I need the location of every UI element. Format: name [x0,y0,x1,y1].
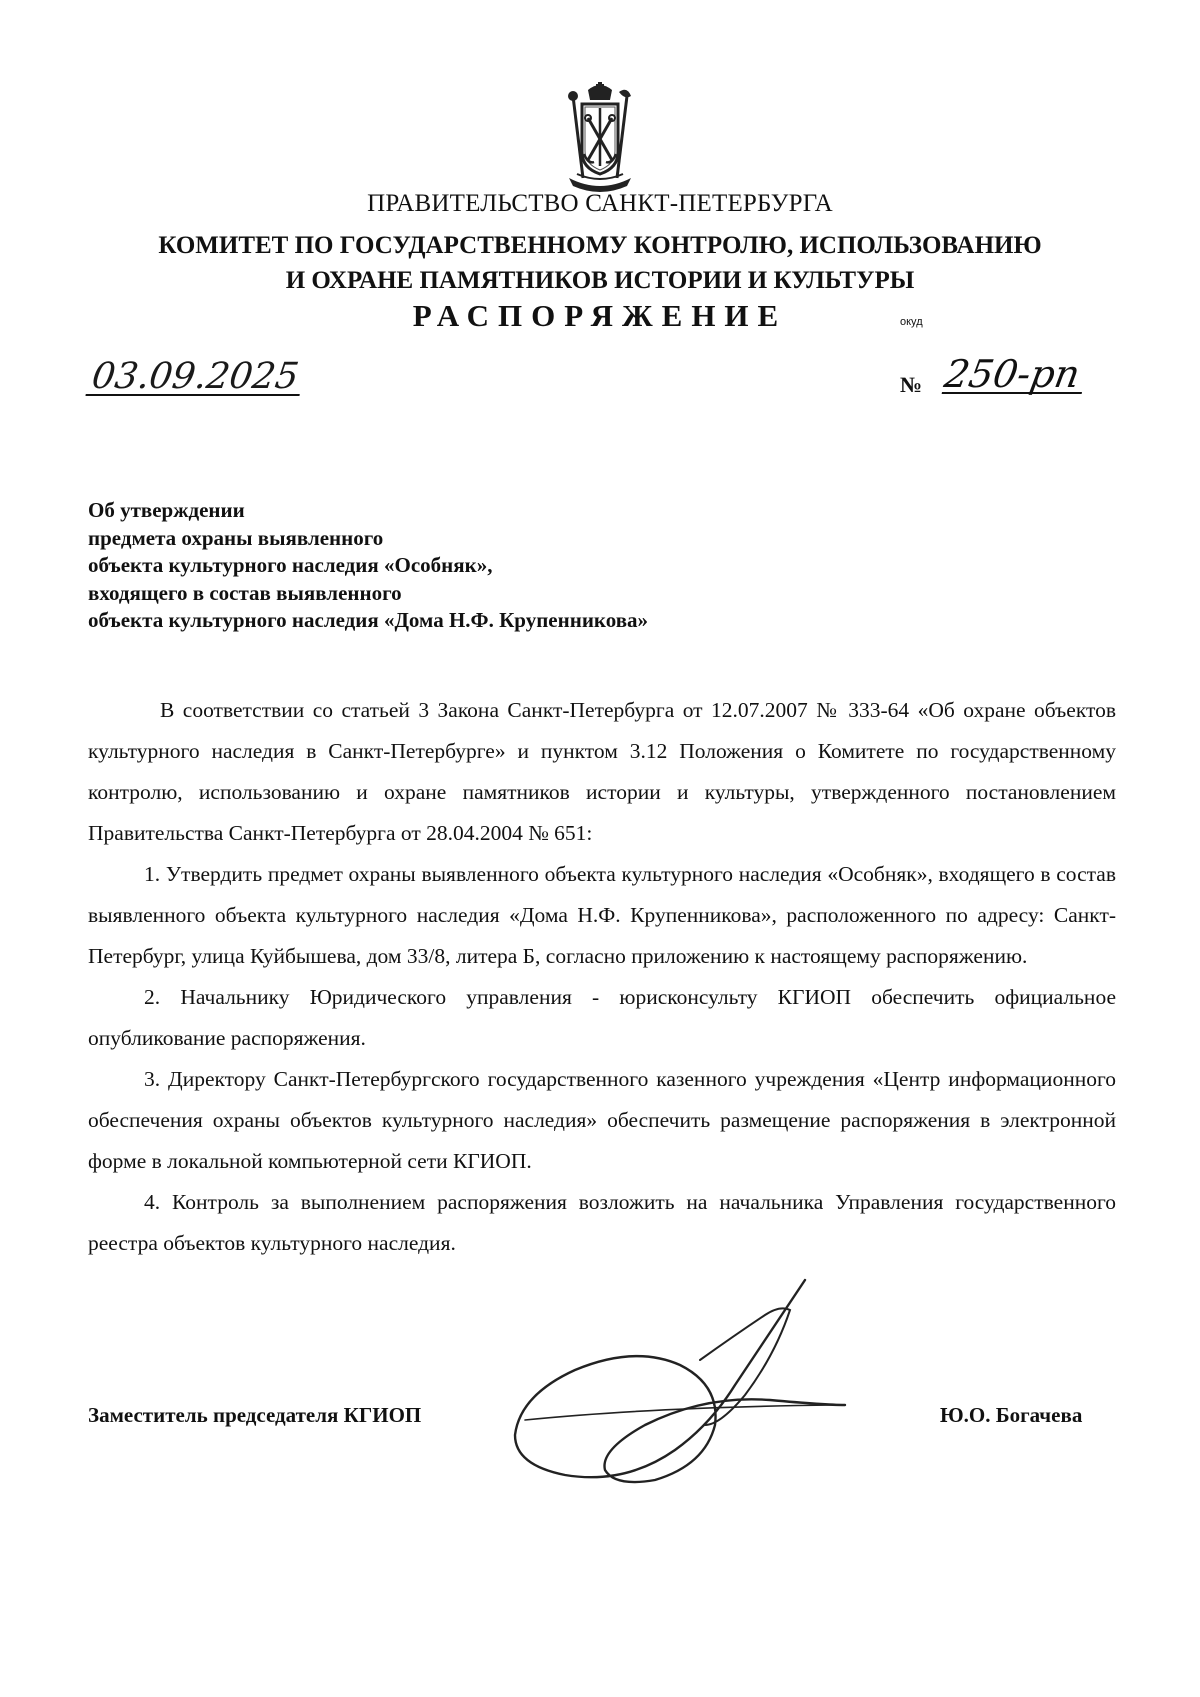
signatory-name: Ю.О. Богачева [940,1403,1083,1427]
item-paragraph: 4. Контроль за выполнением распоряжения возложить на начальника Управления государственного реестра объектов культурного наследия. [88,1190,1116,1255]
document-number: 250-рп [942,356,1089,394]
committee-name [0,228,1200,298]
subject-line: входящего в состав выявленного [88,580,402,605]
committee-line-1: КОМИТЕТ ПО ГОСУДАРСТВЕННОМУ КОНТРОЛЮ, ИСПОЛЬЗОВАНИЮ [158,232,1042,259]
okud-label: окуд [900,316,923,328]
item-paragraph: 2. Начальнику Юридического управления - юрисконсульту КГИОП обеспечить официальное опубликование распоряжения. [88,985,1116,1050]
item-paragraph: 3. Директору Санкт-Петербургского государственного казенного учреждения «Центр информационного обеспечения охраны объектов культурного наследия» обеспечить размещение распоряжения в электронной форме в локальной компьютерной сети КГИОП. [88,1067,1116,1173]
number-sign: № [900,372,923,397]
committee-line-2: И ОХРАНЕ ПАМЯТНИКОВ ИСТОРИИ И КУЛЬТУРЫ [285,267,915,294]
document-type: РАСПОРЯЖЕНИЕ [412,298,788,333]
subject-line: объекта культурного наследия «Дома Н.Ф. Крупенникова» [88,608,649,632]
item-paragraph: 1. Утвердить предмет охраны выявленного объекта культурного наследия «Особняк», входящего в состав выявленного объекта культурного наследия «Дома Н.Ф. Крупенникова», расположенного по адресу: Санкт-Петербург, улица Куйбышева, дом 33/8, литера Б, согласно приложению к настоящему распоряжению. [88,862,1116,968]
government-name: ПРАВИТЕЛЬСТВО САНКТ-ПЕТЕРБУРГА [367,190,833,217]
subject-line: Об утверждении [88,498,245,522]
handwritten-signature [505,1275,925,1490]
document-subject [88,497,648,635]
subject-line: предмета охраны выявленного [88,525,384,550]
document-body [88,690,1116,1264]
preamble-paragraph: В соответствии со статьей 3 Закона Санкт-Петербурга от 12.07.2007 № 333-64 «Об охране объектов культурного наследия в Санкт-Петербурге» и пунктом 3.12 Положения о Комитете по государственному контролю, использованию и охране памятников истории и культуры, утвержденного постановлением Правительства Санкт-Петербурга от 28.04.2004 № 651: [88,698,1116,845]
coat-of-arms-icon [555,82,645,194]
document-date: 03.09.2025 [85,360,304,396]
subject-line: объекта культурного наследия «Особняк», [88,553,493,577]
signatory-position: Заместитель председателя КГИОП [88,1403,422,1427]
